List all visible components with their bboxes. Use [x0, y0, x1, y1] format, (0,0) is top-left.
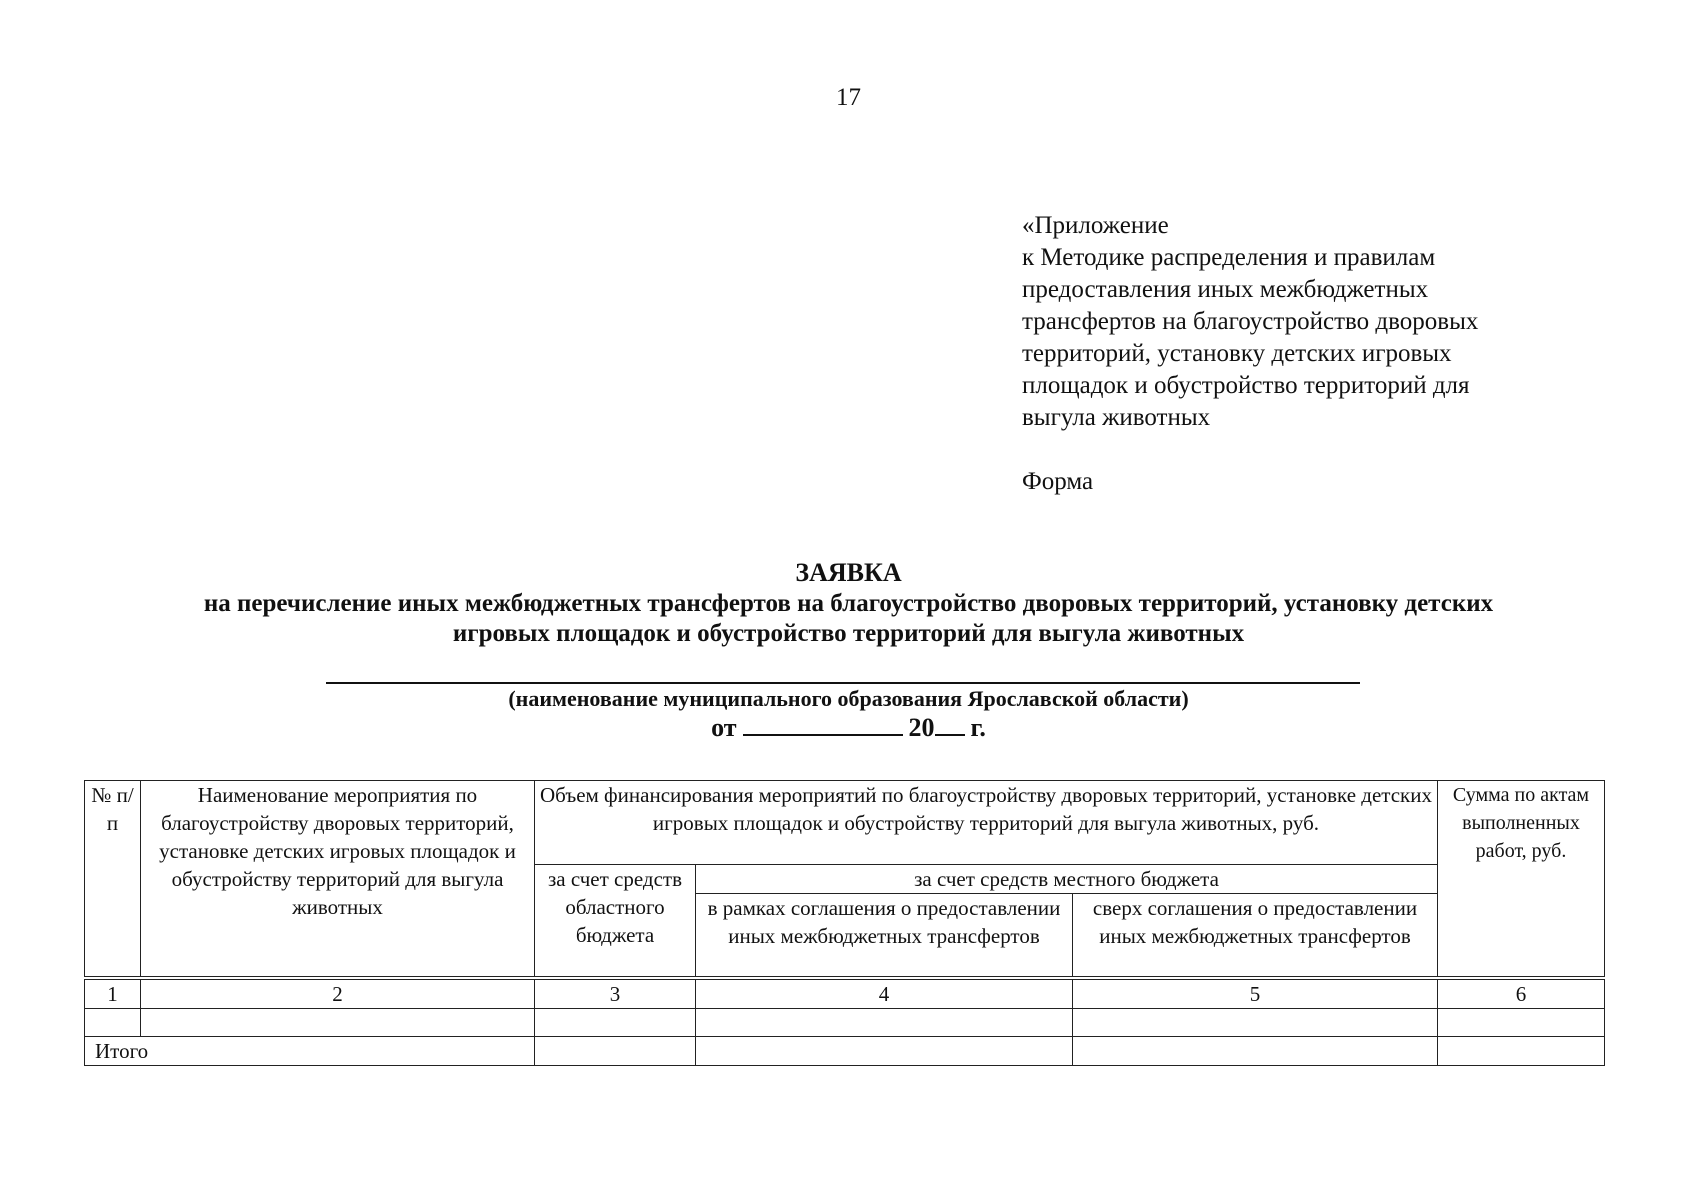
appendix-block: [1022, 210, 1582, 434]
application-table: [84, 780, 1605, 1066]
empty-cell: [696, 1008, 1073, 1036]
table-row: [85, 1008, 1605, 1036]
date-prefix: от: [711, 713, 737, 742]
column-number-cell: 4: [696, 978, 1073, 1009]
appendix-line: выгула животных: [1022, 404, 1211, 431]
column-number-cell: 3: [535, 978, 696, 1009]
document-subtitle-line-2: игровых площадок и обустройство территорий для выгула животных: [452, 620, 1245, 647]
appendix-line: территорий, установку детских игровых: [1022, 340, 1452, 367]
form-label: Форма: [1022, 468, 1094, 495]
year-blank: [935, 712, 965, 736]
date-suffix: г.: [970, 713, 986, 742]
appendix-line: к Методике распределения и правилам: [1022, 244, 1436, 271]
appendix-line: «Приложение: [1022, 212, 1169, 239]
header-regional-budget: за счет средств областного бюджета: [535, 865, 696, 978]
document-title: ЗАЯВКА: [795, 558, 902, 587]
header-sum-by-acts: Сумма по актам выполненных работ, руб.: [1438, 781, 1605, 978]
column-number-cell: 2: [141, 978, 535, 1009]
header-no: № п/п: [85, 781, 141, 978]
column-number-cell: 1: [85, 978, 141, 1009]
date-line: [0, 712, 1697, 743]
appendix-line: предоставления иных межбюджетных: [1022, 276, 1429, 303]
total-label: Итого: [85, 1036, 535, 1065]
municipality-caption: (наименование муниципального образования Ярославской области): [508, 686, 1189, 711]
column-number-cell: 5: [1073, 978, 1438, 1009]
empty-cell: [535, 1008, 696, 1036]
empty-cell: [535, 1036, 696, 1065]
appendix-line: площадок и обустройство территорий для: [1022, 372, 1470, 399]
total-row: [85, 1036, 1605, 1065]
column-number-cell: 6: [1438, 978, 1605, 1009]
page-number: 17: [836, 84, 861, 111]
header-local-budget: за счет средств местного бюджета: [696, 865, 1438, 894]
year-prefix: 20: [908, 713, 935, 742]
municipality-name-blank: [326, 682, 1360, 684]
date-blank: [743, 712, 903, 736]
empty-cell: [1073, 1008, 1438, 1036]
header-event-name: Наименование мероприятия по благоустройству дворовых территорий, установке детских игровых площадок и обустройству территорий для выгула животных: [141, 781, 535, 978]
header-within-agreement: в рамках соглашения о предоставлении иных межбюджетных трансфертов: [696, 894, 1073, 978]
empty-cell: [696, 1036, 1073, 1065]
empty-cell: [1438, 1036, 1605, 1065]
header-financing-volume: Объем финансирования мероприятий по благоустройству дворовых территорий, установке детских игровых площадок и обустройству территорий для выгула животных, руб.: [535, 781, 1438, 865]
document-subtitle-line-1: на перечисление иных межбюджетных трансфертов на благоустройство дворовых территорий, установку детских: [203, 590, 1494, 617]
header-beyond-agreement: сверх соглашения о предоставлении иных межбюджетных трансфертов: [1073, 894, 1438, 978]
empty-cell: [1438, 1008, 1605, 1036]
empty-cell: [1073, 1036, 1438, 1065]
empty-cell: [141, 1008, 535, 1036]
empty-cell: [85, 1008, 141, 1036]
appendix-line: трансфертов на благоустройство дворовых: [1022, 308, 1479, 335]
